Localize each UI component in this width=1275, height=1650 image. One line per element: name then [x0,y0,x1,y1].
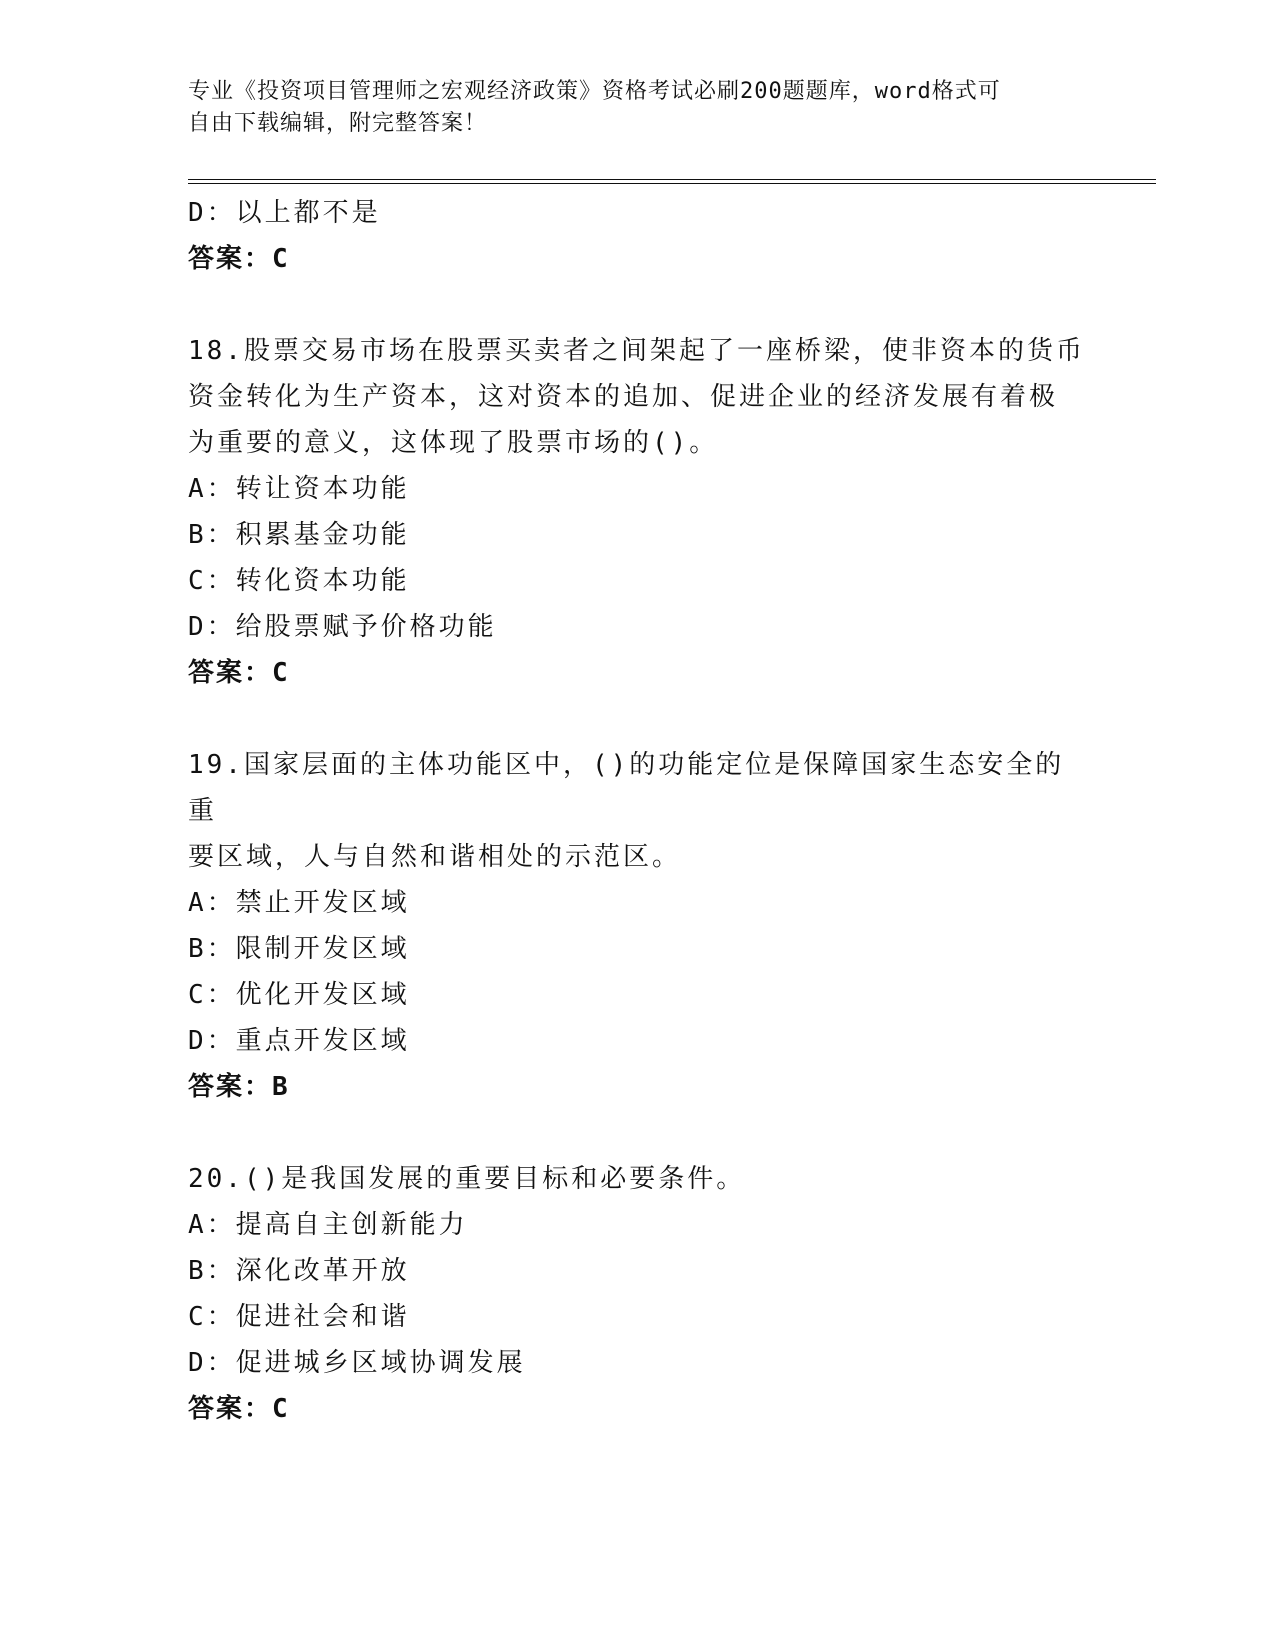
option-b: B：深化改革开放 [188,1256,410,1286]
answer: 答案：C [188,1394,290,1424]
question-18 [188,328,1088,696]
question-19 [188,742,1088,1110]
document-header [188,76,1068,140]
question-20 [188,1156,1088,1432]
option-b: B：积累基金功能 [188,520,410,550]
option-d: D：促进城乡区域协调发展 [188,1348,526,1378]
question-stem-line: 资金转化为生产资本，这对资本的追加、促进企业的经济发展有着极 [188,382,1059,412]
spacer [188,1110,1088,1156]
header-rule-top [188,179,1156,180]
question-stem-line: 为重要的意义，这体现了股票市场的()。 [188,428,719,458]
option-a: A：转让资本功能 [188,474,410,504]
option-c: C：转化资本功能 [188,566,410,596]
header-rule-bottom [188,183,1156,184]
answer: 答案：C [188,658,290,688]
question-stem-line: 要区域，人与自然和谐相处的示范区。 [188,842,682,872]
answer: 答案：B [188,1072,290,1102]
spacer [188,696,1088,742]
option-d: D：给股票赋予价格功能 [188,612,497,642]
option-d: D：重点开发区域 [188,1026,410,1056]
question-stem-line: 20.()是我国发展的重要目标和必要条件。 [188,1164,746,1194]
option-a: A：提高自主创新能力 [188,1210,468,1240]
header-title-line-2: 自由下载编辑，附完整答案！ [188,111,488,136]
header-title-line-1: 专业《投资项目管理师之宏观经济政策》资格考试必刷200题题库，word格式可 [188,79,1001,104]
option-a: A：禁止开发区域 [188,888,410,918]
option-b: B：限制开发区域 [188,934,410,964]
spacer [188,282,1088,328]
prev-answer: 答案：C [188,244,290,274]
question-stem-line: 18.股票交易市场在股票买卖者之间架起了一座桥梁，使非资本的货币 [188,336,1085,366]
option-c: C：促进社会和谐 [188,1302,410,1332]
question-stem-line: 19.国家层面的主体功能区中，()的功能定位是保障国家生态安全的重 [188,750,1065,826]
option-c: C：优化开发区域 [188,980,410,1010]
page-content [188,190,1088,1432]
prev-option-d: D：以上都不是 [188,198,381,228]
